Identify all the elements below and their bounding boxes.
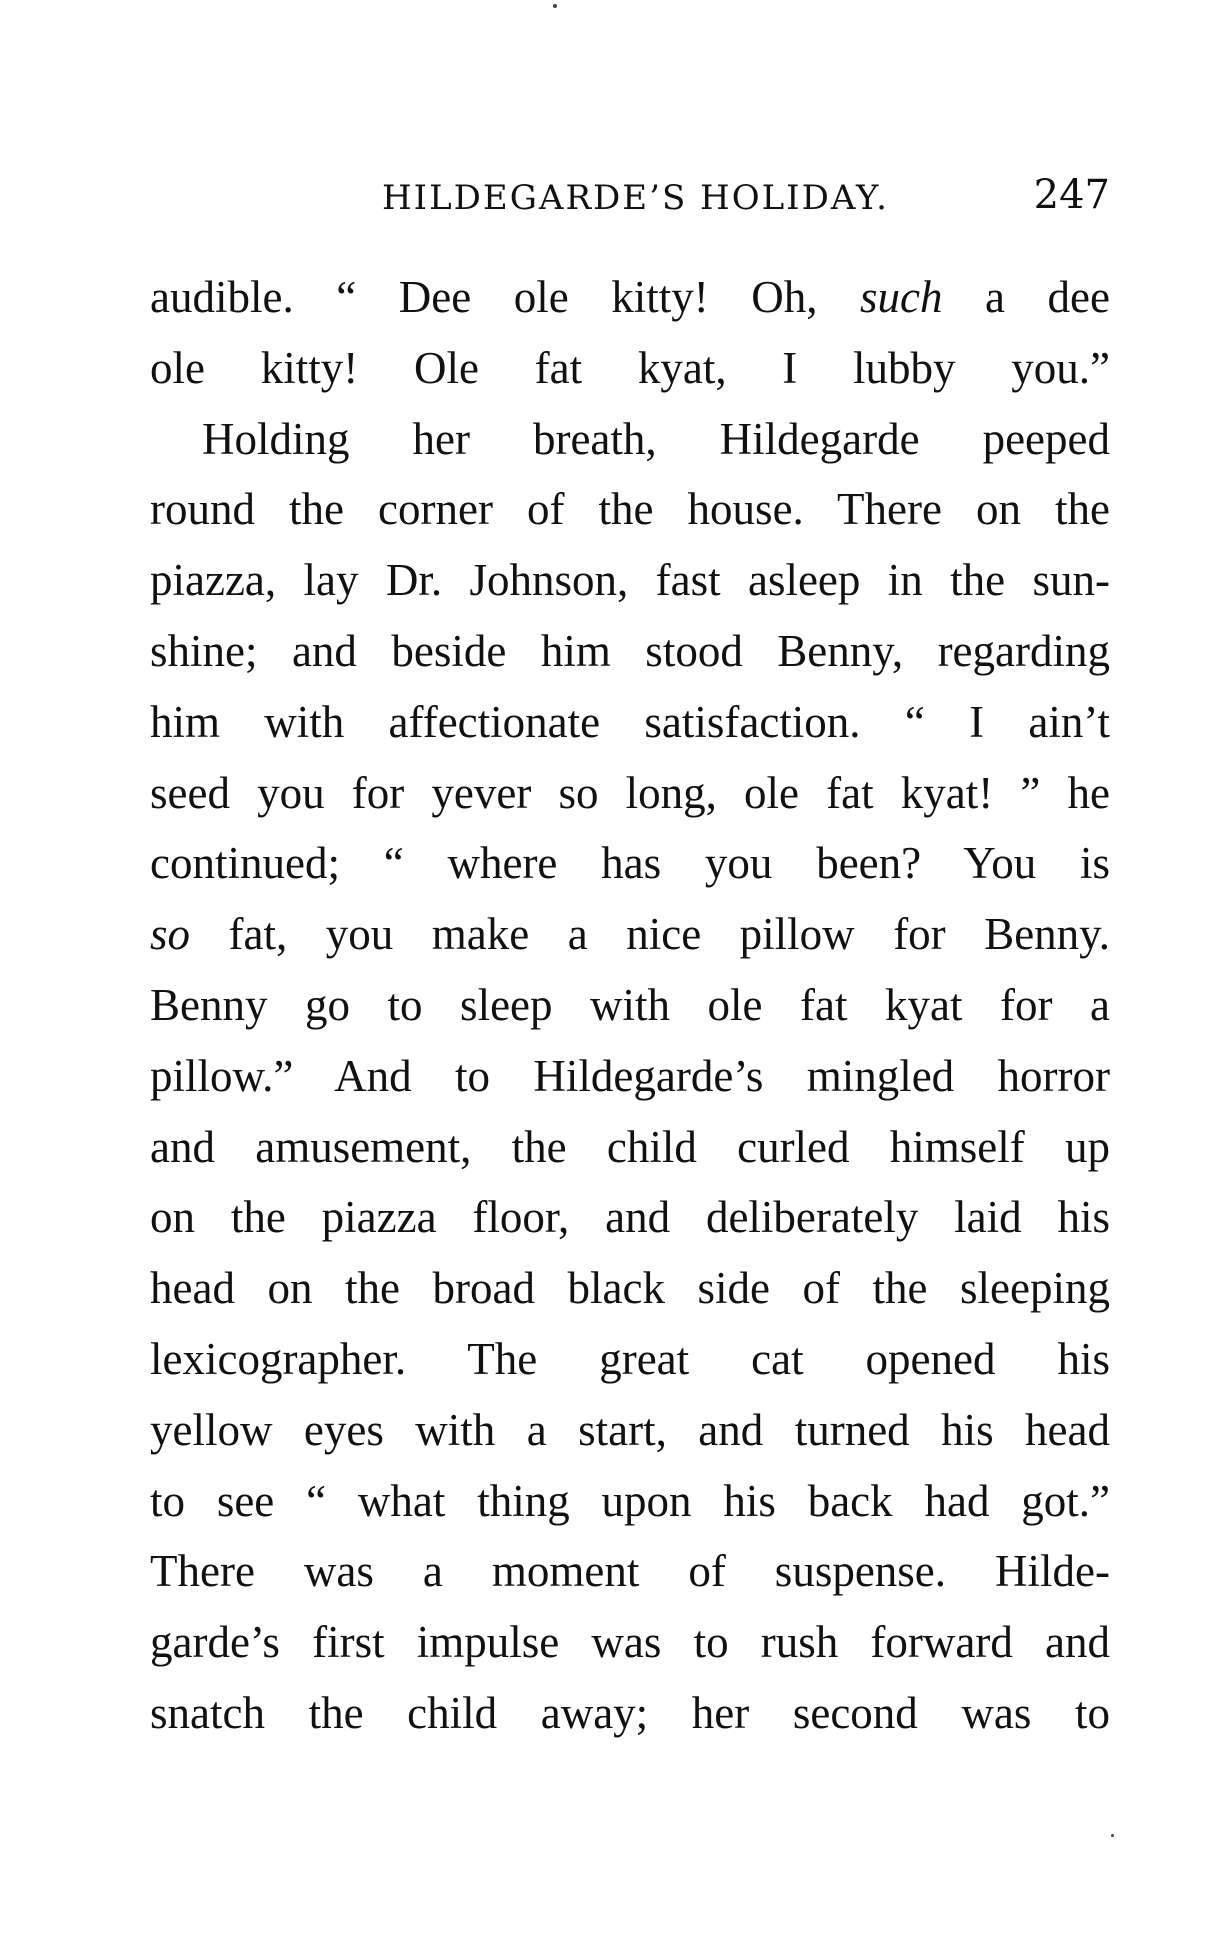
text-line: piazza, lay Dr. Johnson, fast asleep in the sun- — [150, 555, 1110, 606]
text-line: round the corner of the house. There on the — [150, 484, 1110, 535]
body-text — [150, 262, 1110, 1749]
text-line: Benny go to sleep with ole fat kyat for a — [150, 979, 1110, 1030]
text-line: him with affectionate satisfaction. “ I ain’t — [150, 696, 1110, 747]
paper-speck — [1111, 1834, 1114, 1837]
text-line: Holding her breath, Hildegarde peeped — [202, 413, 1110, 464]
text-line: snatch the child away; her second was to — [150, 1687, 1110, 1738]
text-line: There was a moment of suspense. Hilde- — [150, 1546, 1110, 1597]
text-line: lexicographer. The great cat opened his — [150, 1333, 1110, 1384]
text-line: and amusement, the child curled himself up — [150, 1121, 1110, 1172]
text-line: ole kitty! Ole fat kyat, I lubby you.” — [150, 342, 1110, 393]
text-line: on the piazza floor, and deliberately laid his — [150, 1192, 1110, 1243]
text-line: so fat, you make a nice pillow for Benny. — [150, 909, 1110, 960]
page-number: 247 — [1033, 172, 1110, 218]
text-line: shine; and beside him stood Benny, regarding — [150, 625, 1110, 676]
paper-speck — [553, 4, 557, 8]
text-line: continued; “ where has you been? You is — [150, 838, 1110, 889]
text-line: seed you for yever so long, ole fat kyat! ” he — [150, 767, 1110, 818]
running-title: HILDEGARDE’S HOLIDAY. — [382, 178, 889, 218]
text-line: garde’s first impulse was to rush forward and — [150, 1617, 1110, 1668]
running-head — [150, 172, 1110, 228]
text-line: yellow eyes with a start, and turned his head — [150, 1404, 1110, 1455]
text-line: pillow.” And to Hildegarde’s mingled horror — [150, 1050, 1110, 1101]
text-line: head on the broad black side of the sleeping — [150, 1263, 1110, 1314]
text-line: to see “ what thing upon his back had got.” — [150, 1475, 1110, 1526]
text-line: audible. “ Dee ole kitty! Oh, such a dee — [150, 272, 1110, 322]
